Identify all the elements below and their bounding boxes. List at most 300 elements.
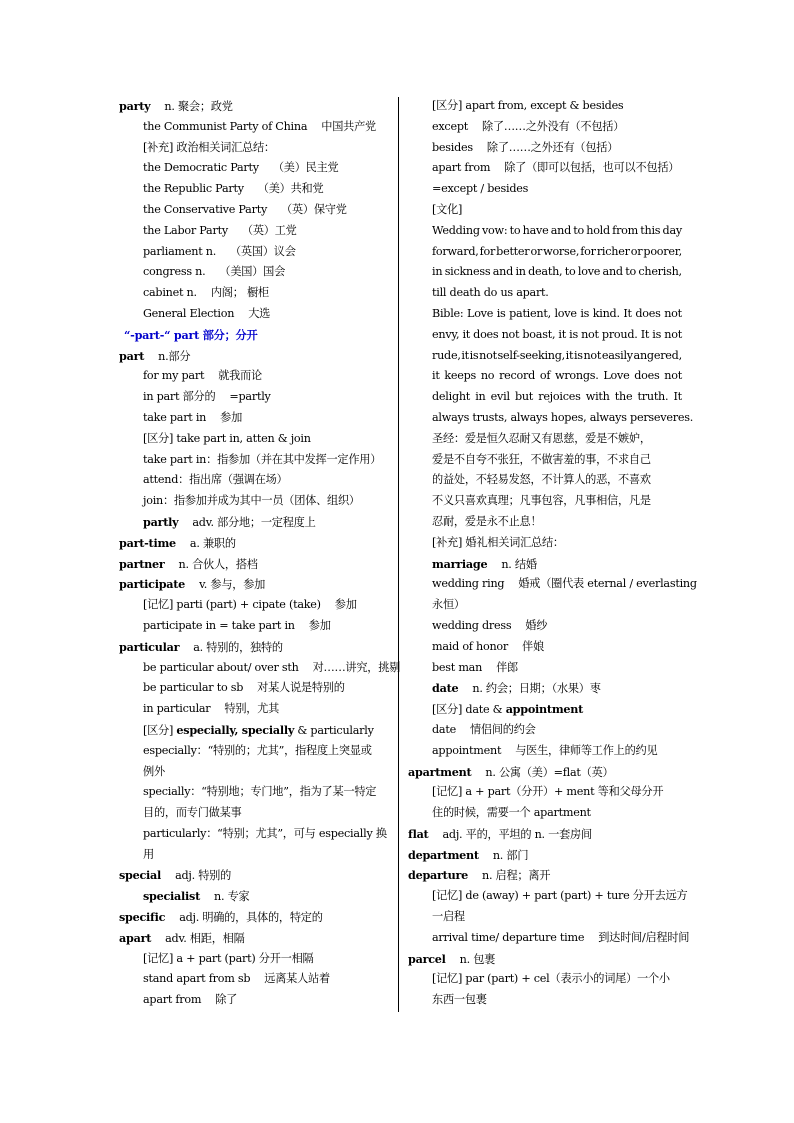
justified-line [408, 387, 682, 408]
definition: n. 部门 [492, 848, 529, 862]
word: wrongs. [555, 369, 599, 383]
word: is [469, 348, 479, 362]
note-line [119, 470, 389, 491]
phrase-meaning: 除了 [215, 993, 238, 1007]
justified-text [432, 304, 682, 325]
note-text: 用 [143, 847, 154, 861]
text-line [408, 803, 682, 824]
word: forward, [432, 244, 479, 258]
text: [文化] [432, 202, 463, 216]
definition: n.部分 [158, 349, 191, 363]
word: better [496, 244, 530, 258]
justified-line [408, 242, 682, 263]
phrase-line [119, 242, 389, 263]
note-text: 例外 [143, 764, 165, 778]
phrase: besides [432, 140, 473, 154]
phrase: the Republic Party [143, 182, 244, 196]
phrase-meaning: 对……讲究，挑剔 [312, 660, 401, 674]
phrase: participate in = take part in [143, 618, 295, 632]
phrase: be particular to sb [143, 681, 244, 695]
note-line [119, 741, 389, 762]
word: it [558, 327, 566, 341]
word: boast, [522, 327, 556, 341]
headword: participate [119, 577, 186, 592]
word: to [509, 223, 521, 237]
word: this [640, 223, 661, 237]
note-text: 目的，而专门做某事 [143, 806, 242, 820]
text: 忍耐，爱是永不止息！ [432, 514, 542, 528]
phrase-line [408, 928, 690, 949]
headword: partner [119, 556, 165, 571]
note-text: specially：“特别地；专门地”，指为了某一特定 [143, 785, 377, 799]
definition: adj. 特别的 [175, 869, 232, 883]
word: the [614, 390, 633, 404]
phrase-line [119, 658, 401, 679]
phrase-meaning: 远离某人站着 [264, 972, 330, 986]
word: keeps [444, 369, 477, 383]
word: not [664, 369, 682, 383]
text: [记忆] a + part（分开）+ ment 等和父母分开 [432, 785, 664, 799]
phrase-line [119, 616, 389, 637]
justified-line [408, 325, 682, 346]
word: envy, [432, 327, 460, 341]
word: kind. [592, 306, 620, 320]
text: 住的时候，需要一个 apartment [432, 806, 591, 820]
word: Love [603, 369, 630, 383]
text: 圣经：爱是恒久忍耐又有恩慈，爱是不嫉妒， [432, 431, 651, 445]
definition: n. 结婚 [501, 557, 537, 571]
phrase-meaning: 除了……之外没有（不包括） [481, 119, 625, 133]
word: not [479, 348, 497, 362]
word: record [499, 369, 536, 383]
text: 永恒） [432, 598, 465, 612]
word: richer [596, 244, 630, 258]
word: is [652, 327, 662, 341]
entry-line [119, 886, 389, 907]
word: proud. [601, 327, 638, 341]
text-line [408, 990, 682, 1011]
phrase-meaning: （美）共和党 [257, 182, 324, 196]
phrase: wedding ring [432, 577, 505, 591]
definition: n. 约会；日期；（水果）枣 [472, 682, 601, 696]
justified-line [408, 366, 682, 387]
entry-line [408, 678, 682, 699]
note-text: [记忆] a + part (part) 分开一相隔 [143, 951, 314, 965]
phrase-meaning: 特别，尤其 [224, 702, 280, 716]
word: rude, [432, 348, 461, 362]
text: =except / besides [432, 182, 529, 196]
entry-line [408, 762, 682, 783]
phrase-line [119, 408, 389, 429]
headword: marriage [432, 556, 488, 571]
headword: apart [119, 930, 152, 945]
phrase: wedding dress [432, 618, 512, 632]
word: truth. [637, 390, 669, 404]
text: [记忆] de (away) + part (part) + ture 分开去远方 [432, 889, 688, 903]
note-line [119, 845, 389, 866]
text: 东西一包裹 [432, 993, 487, 1007]
headword: parcel [408, 951, 446, 966]
phrase: apart from [143, 993, 202, 1007]
headword: particular [119, 639, 180, 654]
phrase: appointment [432, 743, 502, 757]
note-line [119, 803, 389, 824]
text-line [408, 96, 682, 117]
phrase-meaning: =partly [229, 390, 271, 404]
note-text: attend：指出席（强调在场） [143, 473, 288, 487]
phrase: maid of honor [432, 639, 508, 653]
justified-text [432, 262, 682, 283]
phrase: apart from [432, 161, 491, 175]
phrase-meaning: （美）民主党 [272, 161, 339, 175]
phrase-line [408, 741, 682, 762]
word: love [577, 265, 601, 279]
phrase-line [119, 221, 389, 242]
phrase-meaning: （英国）议会 [230, 244, 296, 258]
note-line [119, 138, 389, 159]
word: or [630, 244, 643, 258]
justified-line [408, 304, 682, 325]
headword: specific [119, 910, 166, 925]
word: no [480, 369, 495, 383]
word: sickness [444, 265, 491, 279]
definition: v. 参与，参加 [199, 578, 266, 592]
word: It [623, 306, 632, 320]
text-line [408, 450, 682, 471]
entry-line [119, 512, 389, 533]
phrase: for my part [143, 369, 205, 383]
phrase: arrival time/ departure time [432, 930, 585, 944]
word: evil [490, 390, 510, 404]
phrase-meaning: 中国共产党 [321, 119, 376, 133]
entry-line [119, 554, 389, 575]
definition: n. 包裹 [459, 952, 496, 966]
note-bold: appointment [505, 702, 584, 717]
justified-line [408, 262, 682, 283]
definition: n. 启程；离开 [481, 869, 551, 883]
justified-text [432, 221, 682, 242]
entry-line [119, 346, 389, 367]
note-text: [区分] [143, 723, 177, 737]
word: to [573, 223, 584, 237]
justified-line [408, 221, 682, 242]
text-line [408, 595, 682, 616]
headword: flat [408, 826, 429, 841]
word: not [501, 327, 520, 341]
word: easily [601, 348, 633, 362]
word: self-seeking, [497, 348, 565, 362]
entry-line [408, 865, 682, 886]
justified-text [432, 387, 682, 408]
definition: adv. 相距，相隔 [165, 931, 245, 945]
word: to [564, 265, 576, 279]
phrase: the Democratic Party [143, 161, 259, 175]
word: is [573, 348, 583, 362]
phrase-meaning: 与医生，律师等工作上的约见 [515, 743, 658, 757]
note-line [119, 949, 389, 970]
note-text: [区分] take part in, atten & join [143, 431, 311, 445]
phrase-meaning: 伴郎 [496, 660, 518, 674]
phrase-line [408, 637, 682, 658]
entry-line [119, 533, 389, 554]
word: for [479, 244, 496, 258]
section-title: “-part-“ part 部分；分开 [124, 327, 258, 342]
justified-line [408, 346, 682, 367]
phrase-line [408, 720, 682, 741]
phrase-meaning: 到达时间/启程时间 [598, 930, 690, 944]
phrase: parliament n. [143, 244, 217, 258]
text-line [408, 782, 682, 803]
phrase-line [119, 262, 389, 283]
phrase: General Election [143, 306, 235, 320]
word: or [530, 244, 543, 258]
word: rejoices [538, 390, 581, 404]
note-line [119, 450, 389, 471]
headword: part [119, 348, 145, 363]
text-line [408, 512, 682, 533]
note-text: particularly：“特别；尤其”，可与 especially 换 [143, 826, 387, 840]
word: worse, [543, 244, 580, 258]
phrase-meaning: （美国）国会 [219, 265, 286, 279]
phrase-meaning: 大选 [248, 306, 271, 320]
phrase: stand apart from sb [143, 972, 251, 986]
phrase-line [119, 179, 389, 200]
word: but [514, 390, 534, 404]
text-line [408, 969, 682, 990]
phrase-meaning: 婚纱 [525, 618, 548, 632]
phrase-line [408, 616, 682, 637]
phrase-line [119, 117, 389, 138]
right-column [408, 96, 697, 1011]
word: with [585, 390, 610, 404]
definition: a. 特别的，独特的 [193, 640, 283, 654]
word: Love [467, 306, 494, 320]
phrase-line [119, 678, 389, 699]
text: [补充] 婚礼相关词汇总结： [432, 535, 564, 549]
phrase: cabinet n. [143, 286, 197, 300]
note-bold: especially, specially [176, 722, 295, 737]
word: have [522, 223, 549, 237]
justified-text [432, 242, 682, 263]
word: It [673, 390, 682, 404]
note-text: especially：“特别的；尤其”，指程度上突显或 [143, 743, 372, 757]
entry-line [119, 574, 389, 595]
text-line [408, 470, 682, 491]
word: and [492, 265, 514, 279]
text-line [408, 200, 682, 221]
phrase-line [408, 138, 682, 159]
phrase-line [119, 990, 389, 1011]
entry-line [408, 554, 682, 575]
headword: part-time [119, 535, 176, 550]
entry-line [119, 928, 389, 949]
word: vow: [481, 223, 508, 237]
note-text: join：指参加并成为其中一员（团体、组织） [143, 494, 360, 508]
note-text: [补充] 政治相关词汇总结： [143, 140, 275, 154]
word: of [539, 369, 551, 383]
phrase-line [119, 699, 389, 720]
headword: partly [143, 514, 179, 529]
word: not [664, 327, 682, 341]
phrase: best man [432, 660, 483, 674]
word: and [602, 265, 623, 279]
phrase-line [119, 304, 389, 325]
word: it [432, 369, 440, 383]
text: till death do us apart. [432, 286, 549, 300]
phrase-meaning: 参加 [308, 618, 331, 632]
phrase-line [119, 969, 389, 990]
word: in [432, 265, 443, 279]
definition: adj. 平的，平坦的 n. 一套房间 [442, 827, 592, 841]
text-line [408, 283, 682, 304]
headword: department [408, 847, 479, 862]
phrase-meaning: （英）保守党 [281, 202, 347, 216]
note-text: & particularly [294, 723, 374, 737]
entry-line [408, 824, 682, 845]
word: delight [432, 390, 471, 404]
headword: departure [408, 868, 468, 883]
justified-text [432, 346, 682, 367]
word: Bible: [432, 306, 464, 320]
phrase-meaning: （英）工党 [241, 223, 297, 237]
phrase-line [119, 366, 389, 387]
headword: party [119, 99, 151, 113]
word: in [515, 265, 526, 279]
phrase-meaning: 参加 [220, 410, 243, 424]
text: 的益处，不轻易发怒，不计算人的恶，不喜欢 [432, 473, 651, 487]
word: death, [528, 265, 563, 279]
definition: n. 公寓（美）=flat（英） [485, 765, 614, 779]
text-line [408, 429, 682, 450]
entry-line [119, 637, 389, 658]
phrase-meaning: 伴娘 [522, 639, 544, 653]
text: [区分] apart from, except & besides [432, 99, 624, 112]
note-text: [区分] date & [432, 703, 506, 717]
word: love [554, 306, 577, 320]
phrase-meaning: 参加 [334, 598, 357, 612]
phrase-line [119, 387, 389, 408]
word: patient, [509, 306, 551, 320]
entry-line [119, 865, 389, 886]
phrase-line [119, 200, 389, 221]
text-line [408, 907, 682, 928]
note-line [119, 491, 389, 512]
word: and [550, 223, 571, 237]
phrase-line [408, 658, 682, 679]
phrase-line [119, 595, 389, 616]
word: cherish, [638, 265, 682, 279]
phrase-line [119, 158, 389, 179]
definition: n. 专家 [214, 890, 250, 904]
note-text: take part in：指参加（并在其中发挥一定作用） [143, 452, 382, 466]
section-heading [119, 325, 389, 346]
note-line [119, 429, 389, 450]
text-line [408, 491, 682, 512]
word: is [580, 306, 590, 320]
word: It [640, 327, 650, 341]
justified-text [432, 366, 682, 387]
phrase: congress n. [143, 265, 206, 279]
text: 不义只喜欢真理；凡事包容，凡事相信，凡是 [432, 494, 651, 508]
text: [记忆] par (part) + cel（表示小的词尾）一个小 [432, 972, 670, 986]
text: 爱是不自夸不张狂，不做害羞的事，不求自己 [432, 452, 651, 466]
phrase: the Communist Party of China [143, 119, 308, 133]
column-divider [398, 97, 399, 1012]
headword: date [432, 681, 459, 696]
text-line [408, 179, 682, 200]
word: not [583, 348, 602, 362]
note-line [408, 699, 682, 720]
text-line [408, 408, 693, 429]
entry-line [119, 96, 389, 117]
phrase-meaning: 除了……之外还有（包括） [486, 140, 619, 154]
entry-line [119, 907, 389, 928]
phrase-line [408, 158, 682, 179]
word: is [569, 327, 578, 341]
headword: special [119, 868, 162, 883]
word: in [475, 390, 486, 404]
text-line [408, 533, 682, 554]
phrase-meaning: 婚戒（圈代表 eternal / everlasting [518, 577, 697, 591]
phrase-meaning: 就我而论 [218, 369, 262, 383]
word: it [461, 348, 469, 362]
definition: adj. 明确的，具体的，特定的 [179, 911, 323, 925]
word: from [612, 223, 639, 237]
phrase-meaning: 情侣间的约会 [469, 722, 536, 736]
phrase: take part in [143, 410, 207, 424]
word: does [473, 327, 499, 341]
text-line [408, 886, 688, 907]
left-column [119, 96, 401, 1011]
headword: apartment [408, 764, 472, 779]
word: hold [586, 223, 610, 237]
word: does [635, 306, 661, 320]
justified-text [432, 325, 682, 346]
entry-line [408, 949, 682, 970]
definition: adv. 部分地；一定程度上 [192, 515, 316, 529]
word: to [625, 265, 636, 279]
definition: n. 合伙人，搭档 [178, 557, 258, 571]
word: day [662, 223, 682, 237]
phrase-line [408, 574, 697, 595]
phrase: in part 部分的 [143, 390, 216, 404]
phrase-line [408, 117, 682, 138]
phrase-meaning: 除了（即可以包括，也可以不包括） [504, 161, 680, 175]
word: does [634, 369, 660, 383]
phrase: the Labor Party [143, 223, 228, 237]
phrase: [记忆] parti (part) + cipate (take) [143, 598, 321, 612]
note-line [119, 824, 389, 845]
text: always trusts, always hopes, always perseveres. [432, 410, 693, 424]
phrase: date [432, 722, 456, 736]
phrase: the Conservative Party [143, 202, 268, 216]
word: is [496, 306, 506, 320]
phrase-meaning: 对某人说是特别的 [257, 681, 345, 695]
note-line [119, 762, 389, 783]
phrase: except [432, 119, 468, 133]
word: not [664, 306, 682, 320]
word: Wedding [432, 223, 480, 237]
definition: n. 聚会；政党 [164, 100, 233, 113]
phrase: be particular about/ over sth [143, 660, 299, 674]
headword: specialist [143, 889, 201, 904]
note-line [119, 782, 389, 803]
entry-line [408, 845, 682, 866]
word: angered, [633, 348, 682, 362]
word: not [581, 327, 599, 341]
word: for [580, 244, 596, 258]
definition: a. 兼职的 [189, 536, 236, 550]
